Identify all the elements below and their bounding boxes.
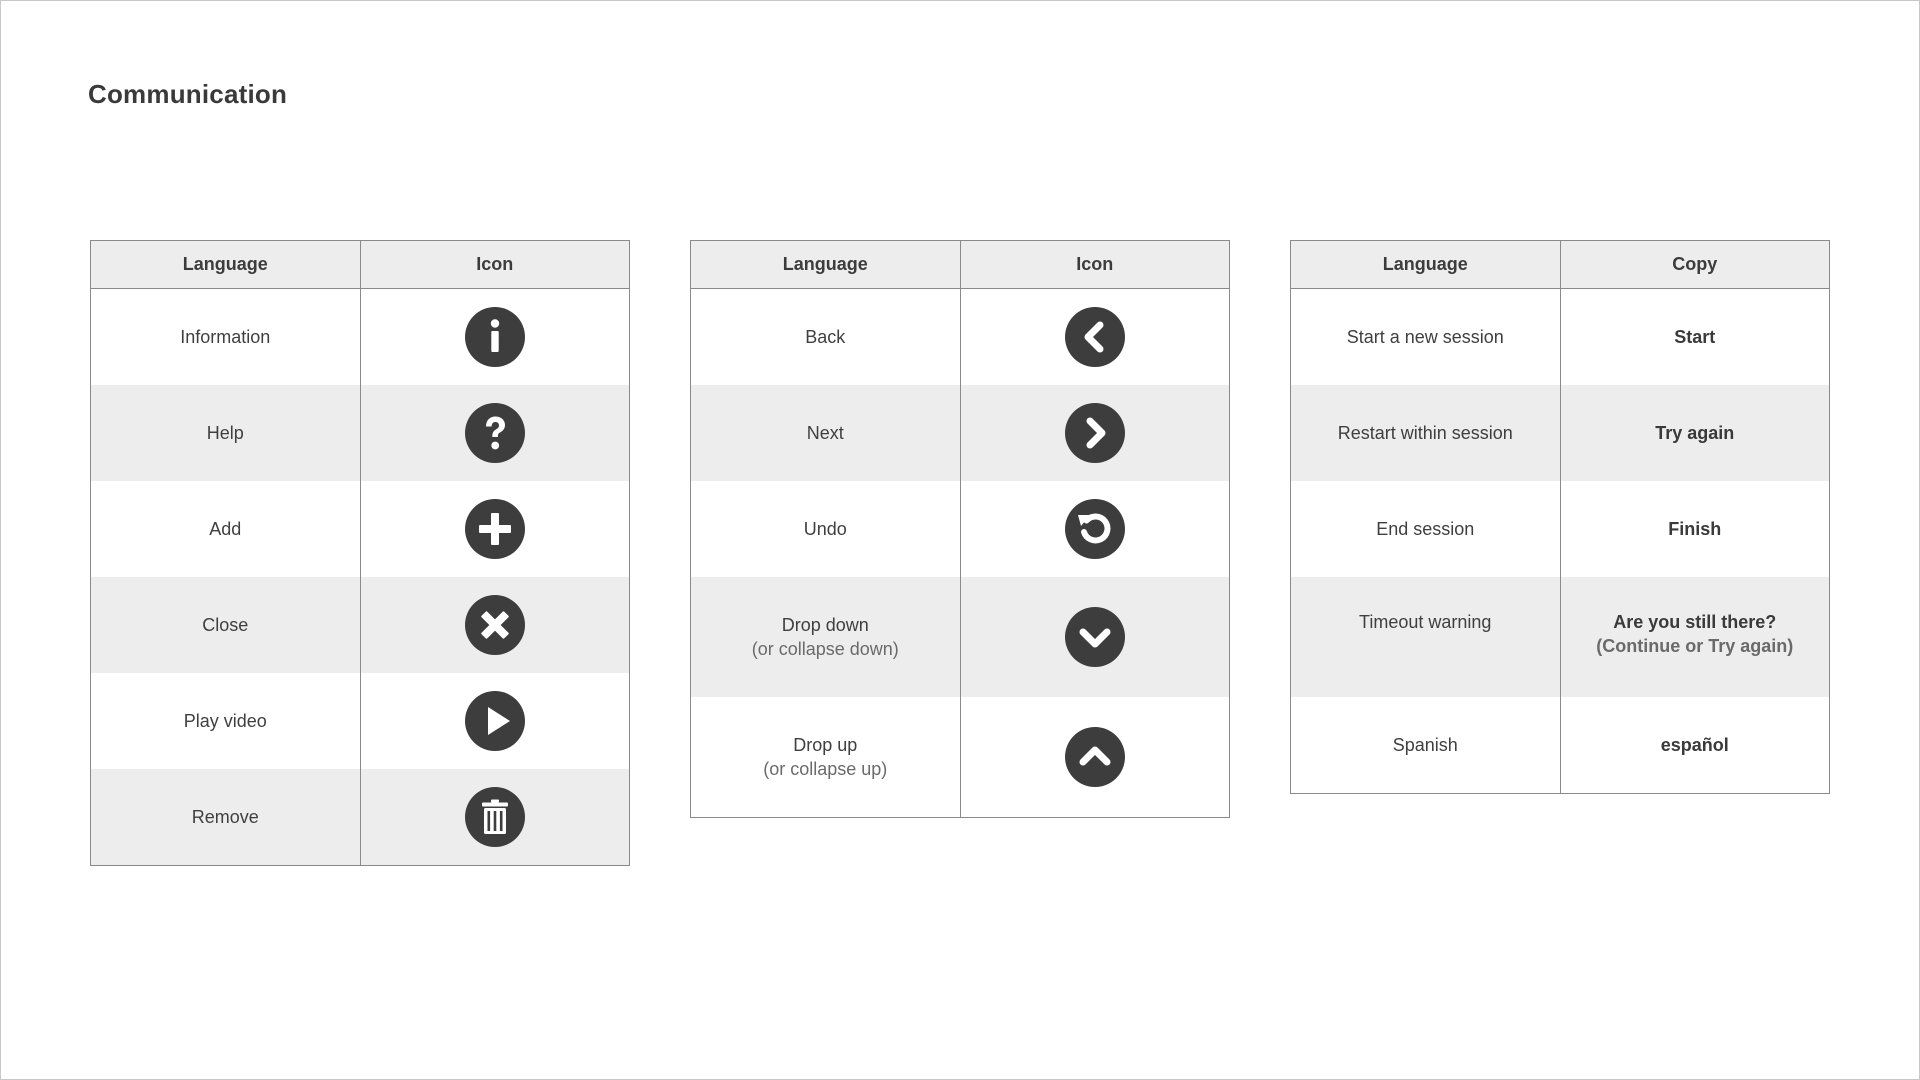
icon-cell	[960, 481, 1230, 577]
language-cell	[691, 289, 960, 385]
table-row	[1291, 577, 1829, 697]
language-cell: Information	[180, 327, 271, 347]
language-cell: Help	[206, 423, 244, 443]
copy-text: Are you still there?	[1613, 612, 1777, 632]
language-cell: Add	[209, 519, 242, 539]
column-header-copy: Copy	[1560, 241, 1830, 288]
table-row	[91, 577, 629, 673]
table-header	[691, 241, 1229, 289]
table-row	[691, 289, 1229, 385]
table-row	[91, 769, 629, 865]
copy-language-table	[1290, 240, 1830, 794]
icon-language-table	[90, 240, 630, 866]
chevron-left-icon	[1065, 307, 1125, 367]
table-row	[91, 289, 629, 385]
undo-icon	[1065, 499, 1125, 559]
table-header	[91, 241, 629, 289]
table-row	[691, 577, 1229, 697]
page-title: Communication	[88, 79, 288, 109]
icon-cell	[360, 481, 630, 577]
icon-cell	[360, 577, 630, 673]
table-row	[91, 673, 629, 769]
column-header-language: Language	[1382, 254, 1468, 274]
icon-cell	[960, 385, 1230, 481]
language-cell: Start a new session	[1346, 327, 1504, 347]
language-cell: Spanish	[1392, 735, 1458, 755]
language-label: Drop down	[781, 615, 869, 635]
info-icon	[465, 307, 525, 367]
table-row	[91, 385, 629, 481]
language-cell	[1291, 577, 1560, 697]
copy-cell: Start	[1560, 289, 1830, 385]
copy-cell: español	[1560, 697, 1830, 793]
copy-cell	[1560, 577, 1830, 697]
language-cell	[691, 577, 960, 697]
language-label: Back	[805, 327, 846, 347]
language-cell	[691, 697, 960, 817]
language-label: Timeout warning	[1359, 612, 1492, 632]
language-cell: Play video	[183, 711, 267, 731]
table-row	[691, 385, 1229, 481]
icon-cell	[960, 577, 1230, 697]
help-icon	[465, 403, 525, 463]
table-row	[91, 481, 629, 577]
table-row	[691, 697, 1229, 817]
language-label: Undo	[803, 519, 847, 539]
language-cell: End session	[1376, 519, 1475, 539]
close-icon	[465, 595, 525, 655]
icon-cell	[960, 697, 1230, 817]
table-row	[1291, 697, 1829, 793]
table-header	[1291, 241, 1829, 289]
trash-icon	[465, 787, 525, 847]
language-cell	[691, 481, 960, 577]
play-icon	[465, 691, 525, 751]
icon-cell	[360, 289, 630, 385]
language-label: Drop up	[793, 735, 858, 755]
language-cell: Restart within session	[1337, 423, 1513, 443]
copy-cell: Finish	[1560, 481, 1830, 577]
chevron-up-icon	[1065, 727, 1125, 787]
column-header-language: Language	[182, 254, 268, 274]
icon-cell	[360, 385, 630, 481]
icon-cell	[360, 769, 630, 865]
language-cell: Close	[202, 615, 249, 635]
table-row	[1291, 385, 1829, 481]
table-row	[1291, 289, 1829, 385]
language-label: Next	[806, 423, 844, 443]
language-sublabel: (or collapse up)	[763, 759, 888, 779]
icon-cell	[960, 289, 1230, 385]
language-cell	[691, 385, 960, 481]
chevron-down-icon	[1065, 607, 1125, 667]
chevron-right-icon	[1065, 403, 1125, 463]
copy-subtext: (Continue or Try again)	[1596, 636, 1794, 656]
column-header-language: Language	[782, 254, 868, 274]
language-cell: Remove	[191, 807, 259, 827]
icon-cell	[360, 673, 630, 769]
add-icon	[465, 499, 525, 559]
table-row	[1291, 481, 1829, 577]
column-header-icon: Icon	[960, 241, 1230, 288]
navigation-language-table	[690, 240, 1230, 818]
table-row	[691, 481, 1229, 577]
copy-cell: Try again	[1560, 385, 1830, 481]
column-header-icon: Icon	[360, 241, 630, 288]
language-sublabel: (or collapse down)	[751, 639, 899, 659]
